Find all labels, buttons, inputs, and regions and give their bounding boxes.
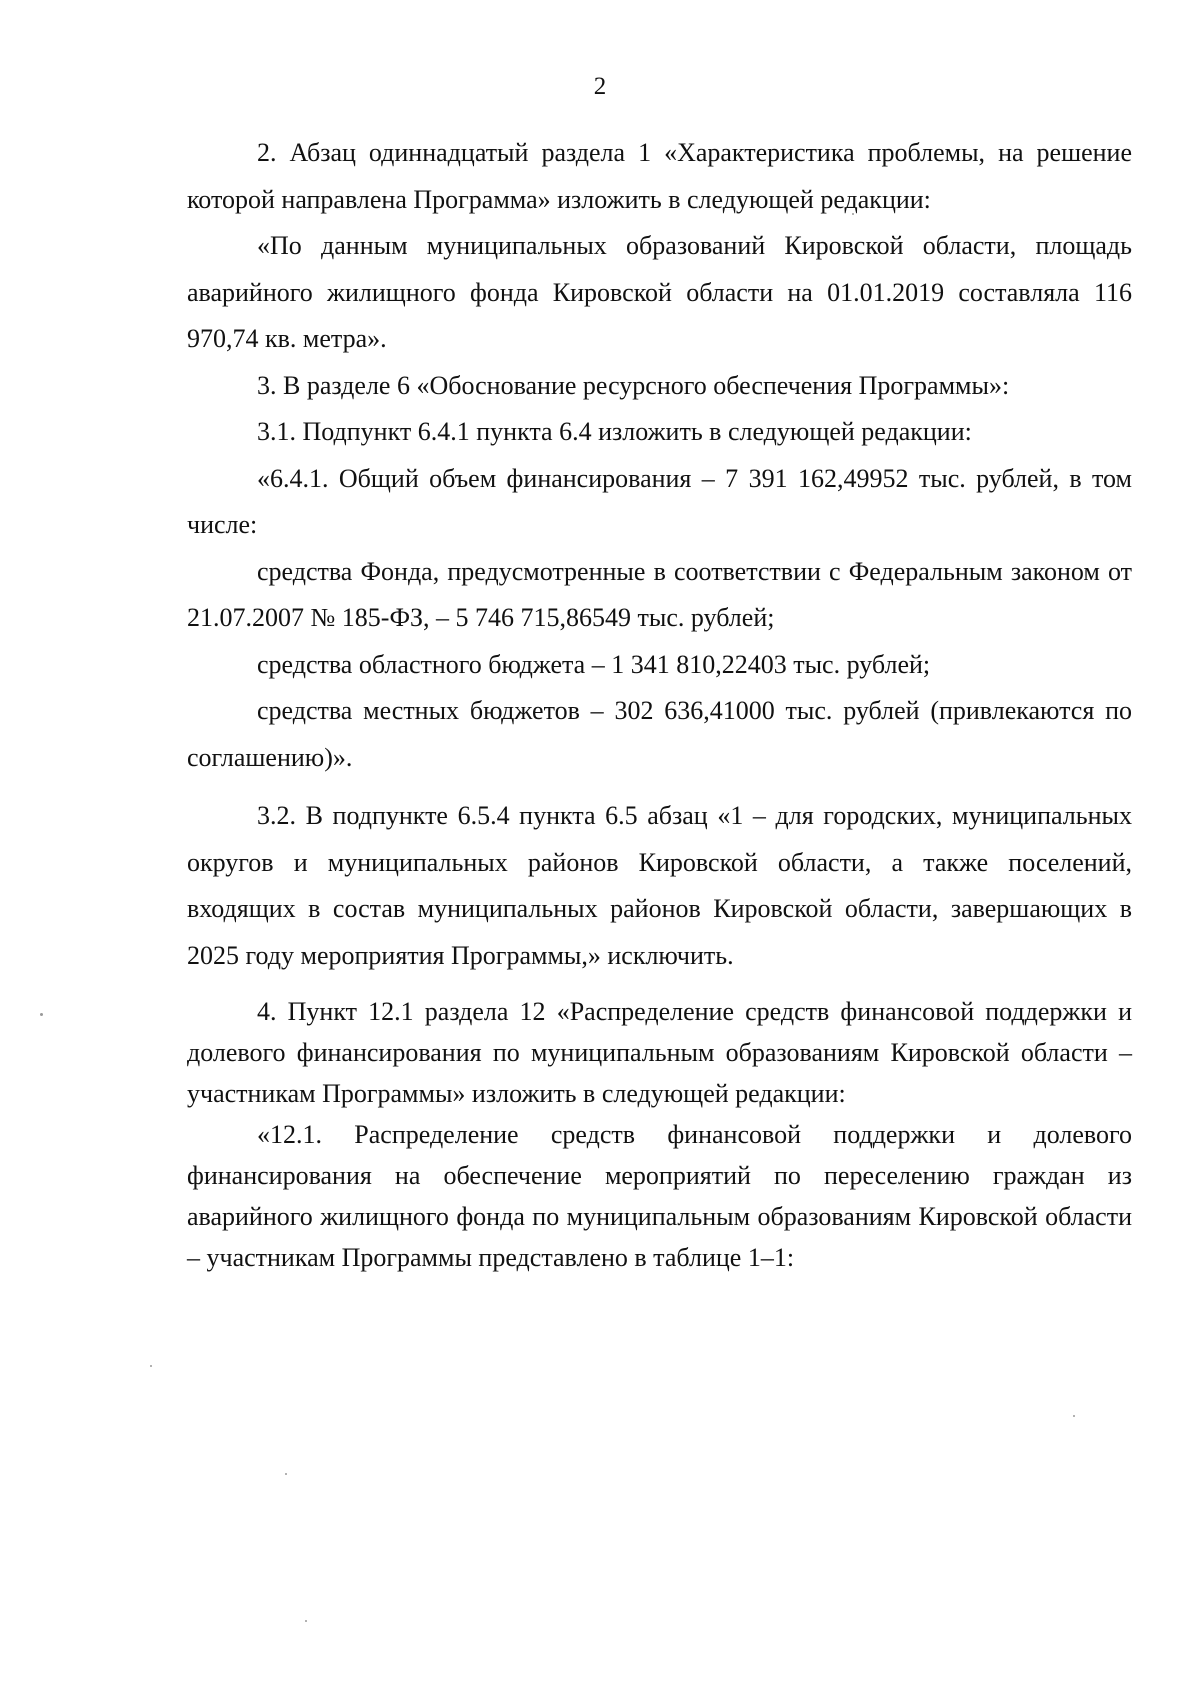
scan-speck: [305, 1620, 307, 1622]
paragraph-12-1: «12.1. Распределение средств финансовой поддержки и долевого финансирования на обеспечение мероприятий по переселению граждан из аварийного жилищного фонда по муниципальным образованиям Кировской области – участникам Программы представлено в таблице 1–1:: [187, 1120, 1132, 1272]
scan-speck: [852, 213, 854, 215]
scan-speck: [40, 1013, 43, 1016]
paragraph-2: 2. Абзац одиннадцатый раздела 1 «Характеристика проблемы, на решение которой направлена Программа» изложить в следующей редакции:: [187, 138, 1132, 214]
paragraph-regional-budget: средства областного бюджета – 1 341 810,22403 тыс. рублей;: [257, 649, 931, 679]
scan-speck: [1073, 1415, 1075, 1417]
paragraph-3: 3. В разделе 6 «Обоснование ресурсного обеспечения Программы»:: [257, 370, 1010, 400]
page-number: 2: [593, 73, 607, 100]
paragraph-3-2: 3.2. В подпункте 6.5.4 пункта 6.5 абзац «1 – для городских, муниципальных округов и муниципальных районов Кировской области, а также поселений, входящих в состав муниципальных районов Кировской области, завершающих в 2025 году мероприятия Программы,» исключить.: [187, 801, 1132, 970]
scan-speck: [285, 1473, 287, 1475]
paragraph-4: 4. Пункт 12.1 раздела 12 «Распределение средств финансовой поддержки и долевого финансирования по муниципальным образованиям Кировской области – участникам Программы» изложить в следующей редакции:: [187, 997, 1132, 1108]
scan-speck: [150, 1365, 152, 1367]
paragraph-3-1: 3.1. Подпункт 6.4.1 пункта 6.4 изложить в следующей редакции:: [257, 417, 972, 446]
paragraph-quote-area: «По данным муниципальных образований Кировской области, площадь аварийного жилищного фонда Кировской области на 01.01.2019 составляла 116 970,74 кв. метра».: [187, 231, 1132, 353]
paragraph-fund: средства Фонда, предусмотренные в соответствии с Федеральным законом от 21.07.2007 № 185-ФЗ, – 5 746 715,86549 тыс. рублей;: [187, 556, 1132, 632]
document-body: [187, 130, 1132, 1278]
paragraph-6-4-1: «6.4.1. Общий объем финансирования – 7 391 162,49952 тыс. рублей, в том числе:: [187, 463, 1132, 539]
paragraph-local-budgets: средства местных бюджетов – 302 636,41000 тыс. рублей (привлекаются по соглашению)».: [187, 696, 1132, 772]
